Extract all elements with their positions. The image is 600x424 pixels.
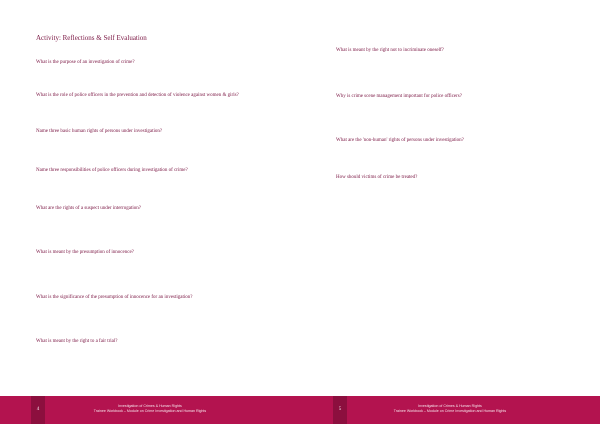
page-title: Activity: Reflections & Self Evaluation — [36, 34, 147, 42]
question-10: Why is crime scene management important for police officers? — [336, 94, 462, 99]
footer-bar — [0, 396, 600, 424]
question-8: What is meant by the right to a fair trial? — [36, 339, 118, 344]
footer-line-1: Investigation of Crimes & Human Rights — [118, 404, 182, 408]
question-12: How should victims of crime be treated? — [336, 175, 418, 180]
question-5: What are the rights of a suspect under interrogation? — [36, 206, 141, 211]
question-9: What is meant by the right not to incriminate oneself? — [336, 48, 444, 53]
question-6: What is meant by the presumption of innocence? — [36, 250, 134, 255]
question-3: Name three basic human rights of persons under investigation? — [36, 129, 163, 134]
right-page — [300, 0, 600, 424]
footer-line-2-right: Trainee Workbook – Module on Crime Investigation and Human Rights — [393, 408, 507, 413]
question-11: What are the 'non-human' rights of persons under investigation? — [336, 138, 464, 143]
question-2: What is the role of police officers in the prevention and detection of violence against women & girls? — [36, 93, 239, 98]
question-4: Name three responsibilities of police officers during investigation of crime? — [36, 168, 188, 173]
question-1: What is the purpose of an investigation of crime? — [36, 60, 135, 65]
page-number-right: 5 — [333, 396, 347, 424]
footer-line-2: Trainee Workbook – Module on Crime Investigation and Human Rights — [93, 408, 207, 413]
footer-text-left — [85, 404, 215, 413]
footer-text-right — [385, 404, 515, 413]
footer-line-1-right: Investigation of Crimes & Human Rights — [418, 404, 482, 408]
question-7: What is the significance of the presumption of innocence for an investigation? — [36, 295, 193, 300]
page-number-left: 4 — [31, 396, 45, 424]
